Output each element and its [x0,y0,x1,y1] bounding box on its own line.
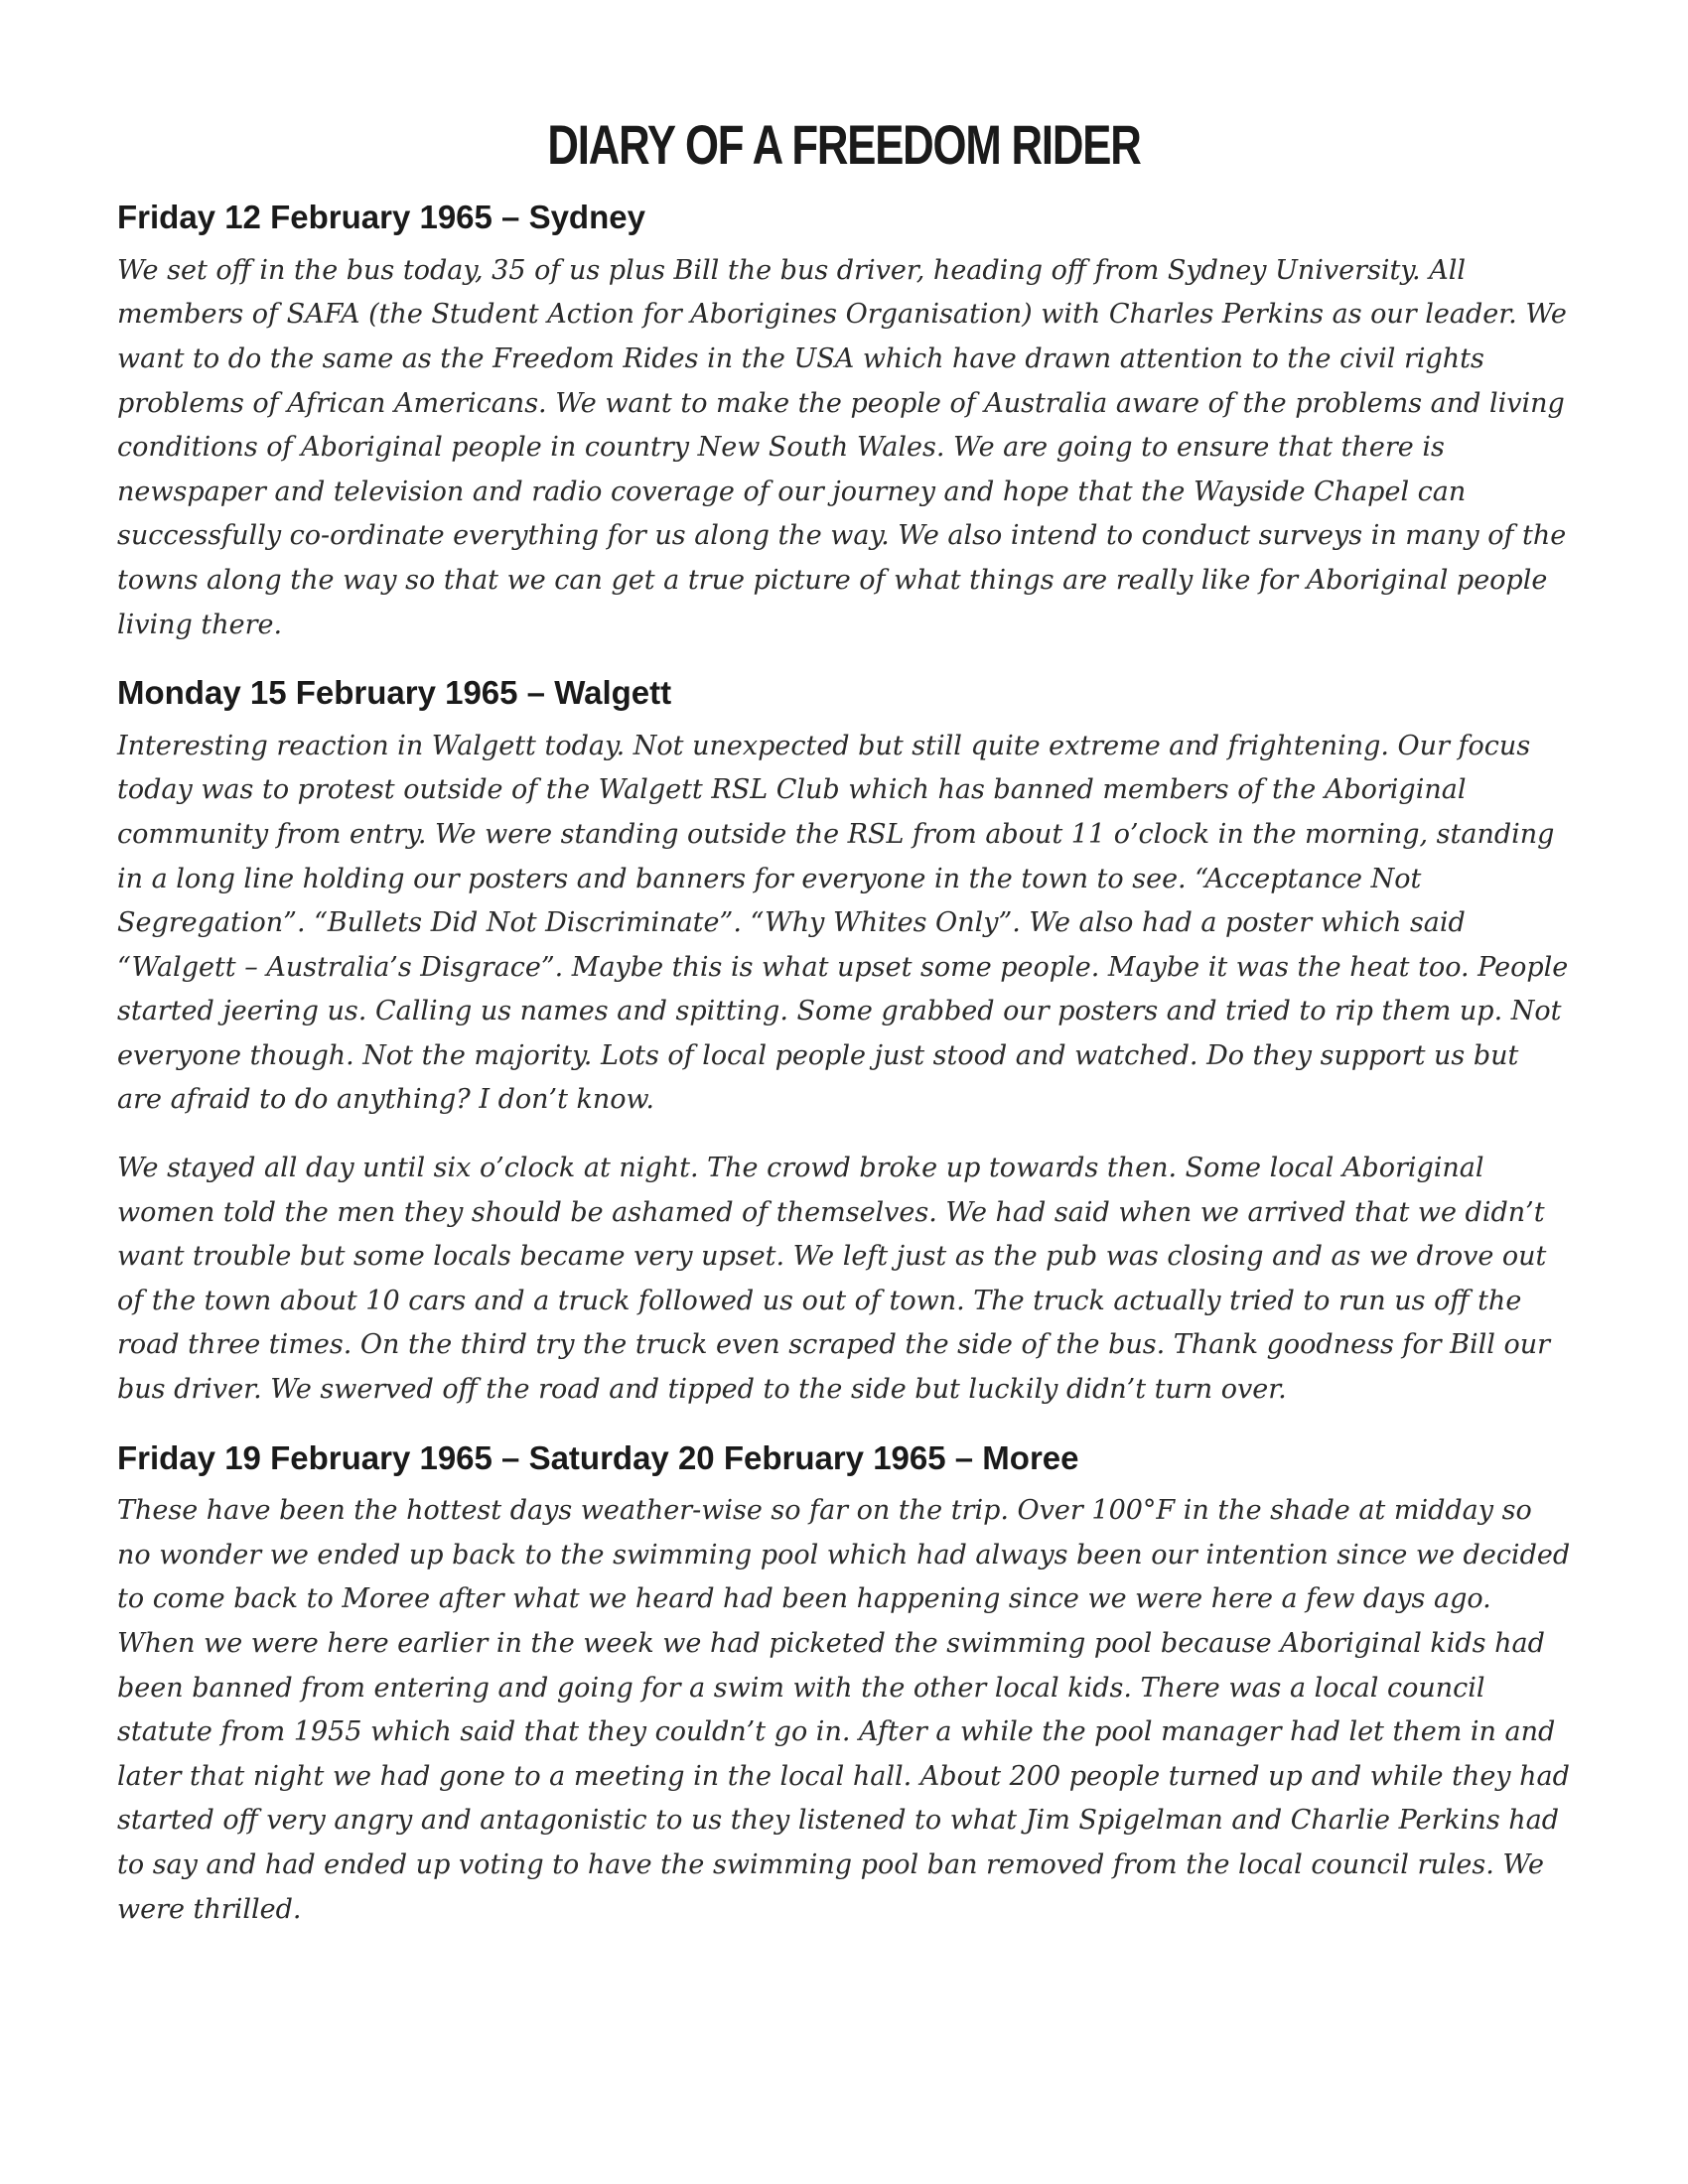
entry-heading: Friday 19 February 1965 – Saturday 20 February 1965 – Moree [117,1438,1079,1476]
diary-entry-sydney [117,198,1571,647]
entry-heading: Monday 15 February 1965 – Walgett [117,674,672,712]
entry-paragraph: Interesting reaction in Walgett today. Not unexpected but still quite extreme and frightening. Our focus today was to protest outside of the Walgett RSL Club which has banned members of the Aboriginal community from entry. We were standing outside the RSL from about 11 o’clock in the morning, standing in a long line holding our posters and banners for everyone in the town to see. “Acceptance Not Segregation”. “Bullets Did Not Discriminate”. “Why Whites Only”. We also had a poster which said “Walgett – Australia’s Disgrace”. Maybe this is what upset some people. Maybe it was the heat too. People started jeering us. Calling us names and spitting. Some grabbed our posters and tried to rip them up. Not everyone though. Not the majority. Lots of local people just stood and watched. Do they support us but are afraid to do anything? I don’t know. [117,730,1569,1116]
entry-paragraph: We stayed all day until six o’clock at night. The crowd broke up towards then. Some local Aboriginal women told the men they should be ashamed of themselves. We had said when we arrived that we didn’t want trouble but some locals became very upset. We left just as the pub was closing and as we drove out of the town about 10 cars and a truck followed us out of town. The truck actually tried to run us off the road three times. On the third try the truck even scraped the side of the bus. Thank goodness for Bill our bus driver. We swerved off the road and tipped to the side but luckily didn’t turn over. [117,1153,1550,1406]
entry-paragraph: We set off in the bus today, 35 of us plus Bill the bus driver, heading off from Sydney University. All members of SAFA (the Student Action for Aborigines Organisation) with Charles Perkins as our leader. We want to do the same as the Freedom Rides in the USA which have drawn attention to the civil rights problems of African Americans. We want to make the people of Australia aware of the problems and living conditions of Aboriginal people in country New South Wales. We are going to ensure that there is newspaper and television and radio coverage of our journey and hope that the Wayside Chapel can successfully co-ordinate everything for us along the way. We also intend to conduct surveys in many of the towns along the way so that we can get a true picture of what things are really like for Aboriginal people living there. [117,254,1567,640]
entry-paragraph: These have been the hottest days weather-wise so far on the trip. Over 100°F in the shade at midday so no wonder we ended up back to the swimming pool which had always been our intention since we decided to come back to Moree after what we heard had been happening since we were here a few days ago. When we were here earlier in the week we had picketed the swimming pool because Aboriginal kids had been banned from entering and going for a swim with the other local kids. There was a local council statute from 1955 which said that they couldn’t go in. After a while the pool manager had let them in and later that night we had gone to a meeting in the local hall. About 200 people turned up and while they had started off very angry and antagonistic to us they listened to what Jim Spigelman and Charlie Perkins had to say and had ended up voting to have the swimming pool ban removed from the local council rules. We were thrilled. [117,1495,1571,1925]
diary-entry-walgett [117,673,1571,1413]
page-title: DIARY OF A FREEDOM RIDER [547,113,1141,176]
entry-heading: Friday 12 February 1965 – Sydney [117,199,645,236]
diary-entry-moree [117,1438,1571,1933]
